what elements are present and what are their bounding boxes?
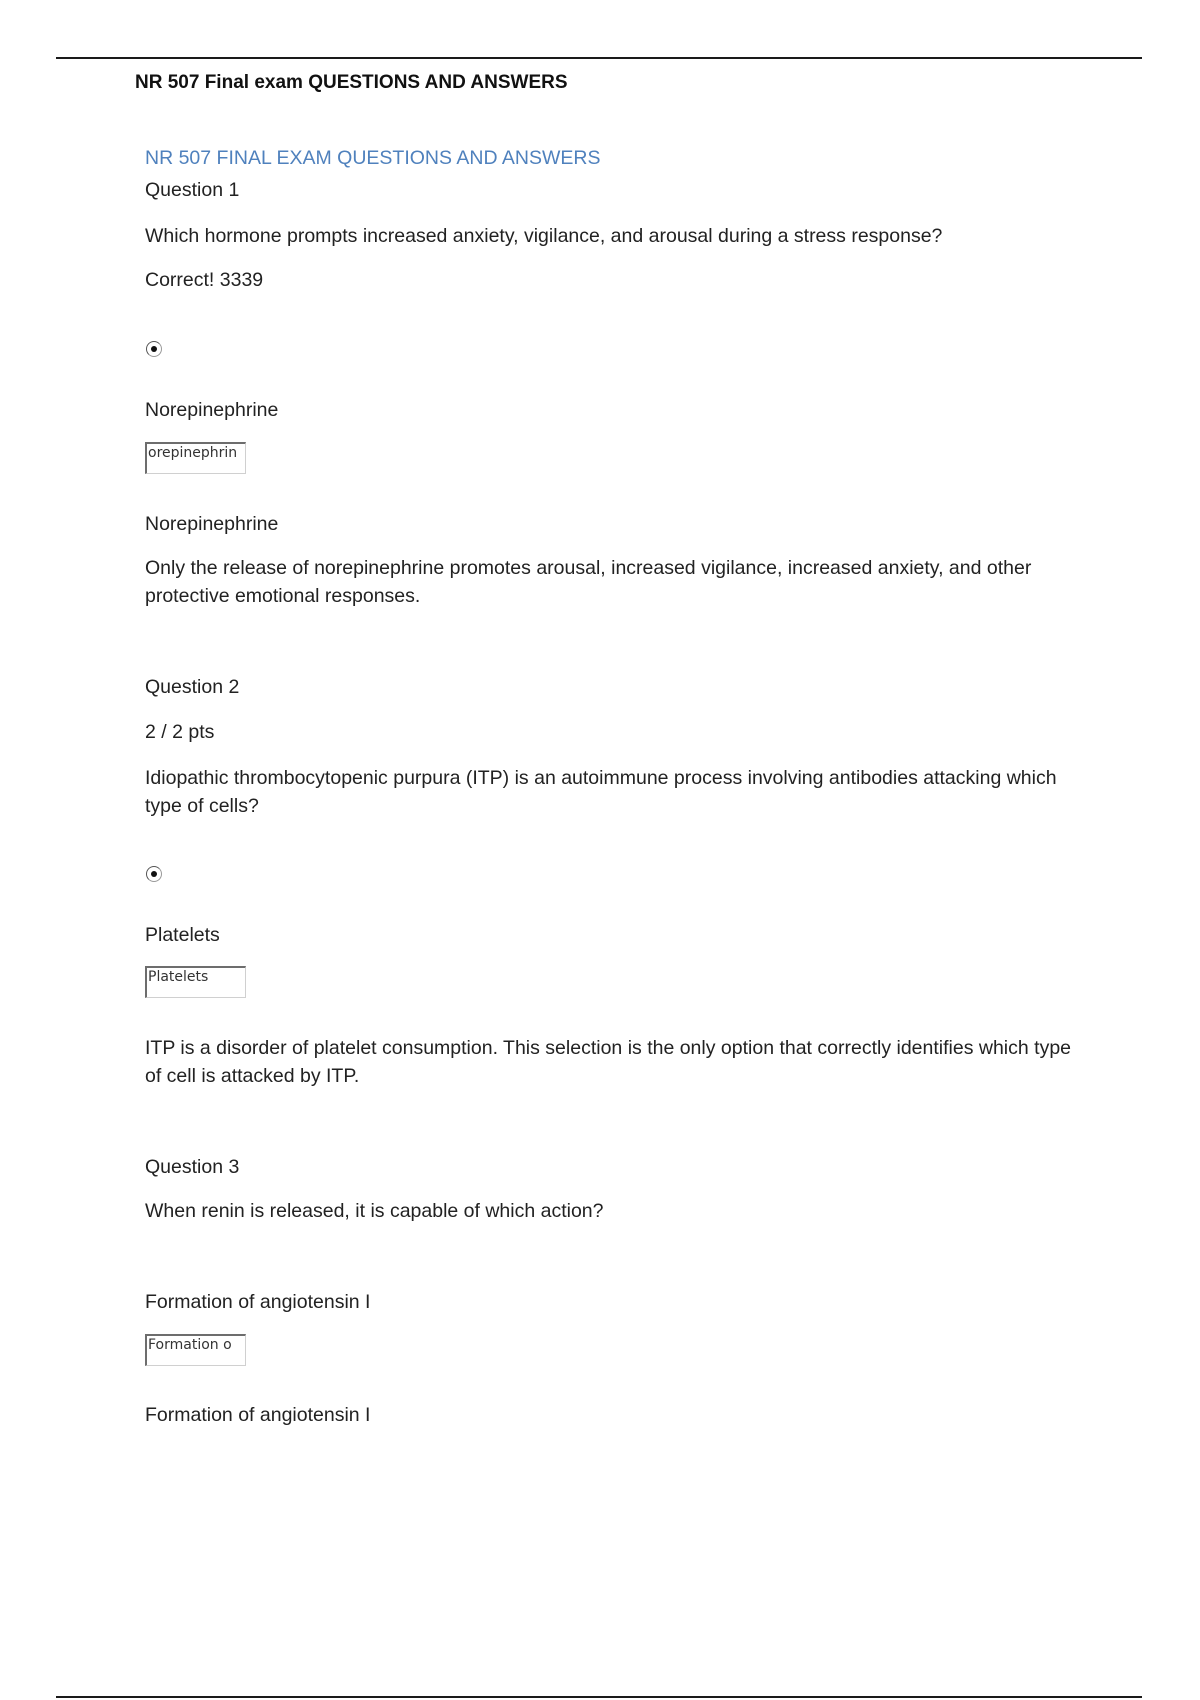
question-1-label: Question 1 (145, 179, 240, 201)
question-1-radio[interactable] (146, 341, 162, 357)
question-3-answer-box[interactable]: Formation o (145, 1334, 246, 1366)
question-1-prompt: Which hormone prompts increased anxiety, vigilance, and arousal during a stress response? (145, 225, 943, 247)
question-2-explanation: ITP is a disorder of platelet consumption. This selection is the only option that correctly identifies which type of cell is attacked by ITP. (145, 1037, 1072, 1087)
question-1-answer: Norepinephrine (145, 399, 279, 421)
document-heading: NR 507 FINAL EXAM QUESTIONS AND ANSWERS (145, 147, 601, 169)
question-1-explanation: Only the release of norepinephrine promotes arousal, increased vigilance, increased anxiety, and other protective emotional responses. (145, 557, 1032, 607)
question-1-answer-repeat: Norepinephrine (145, 513, 279, 535)
page-header-title: NR 507 Final exam QUESTIONS AND ANSWERS (135, 72, 568, 93)
question-3-answer: Formation of angiotensin I (145, 1291, 371, 1313)
top-rule (56, 57, 1142, 59)
bottom-rule (56, 1696, 1142, 1698)
question-1-answer-box[interactable]: orepinephrin (145, 442, 246, 474)
question-2-radio[interactable] (146, 866, 162, 882)
question-1-status: Correct! 3339 (145, 269, 264, 291)
question-2-answer: Platelets (145, 924, 220, 946)
question-3-label: Question 3 (145, 1156, 240, 1178)
question-2-label: Question 2 (145, 676, 240, 698)
question-3-answer-repeat: Formation of angiotensin I (145, 1404, 371, 1426)
question-3-prompt: When renin is released, it is capable of which action? (145, 1200, 604, 1222)
question-2-answer-box[interactable]: Platelets (145, 966, 246, 998)
question-2-points: 2 / 2 pts (145, 721, 215, 743)
question-2-prompt: Idiopathic thrombocytopenic purpura (ITP) is an autoimmune process involving antibodies attacking which type of cells? (145, 767, 1057, 817)
